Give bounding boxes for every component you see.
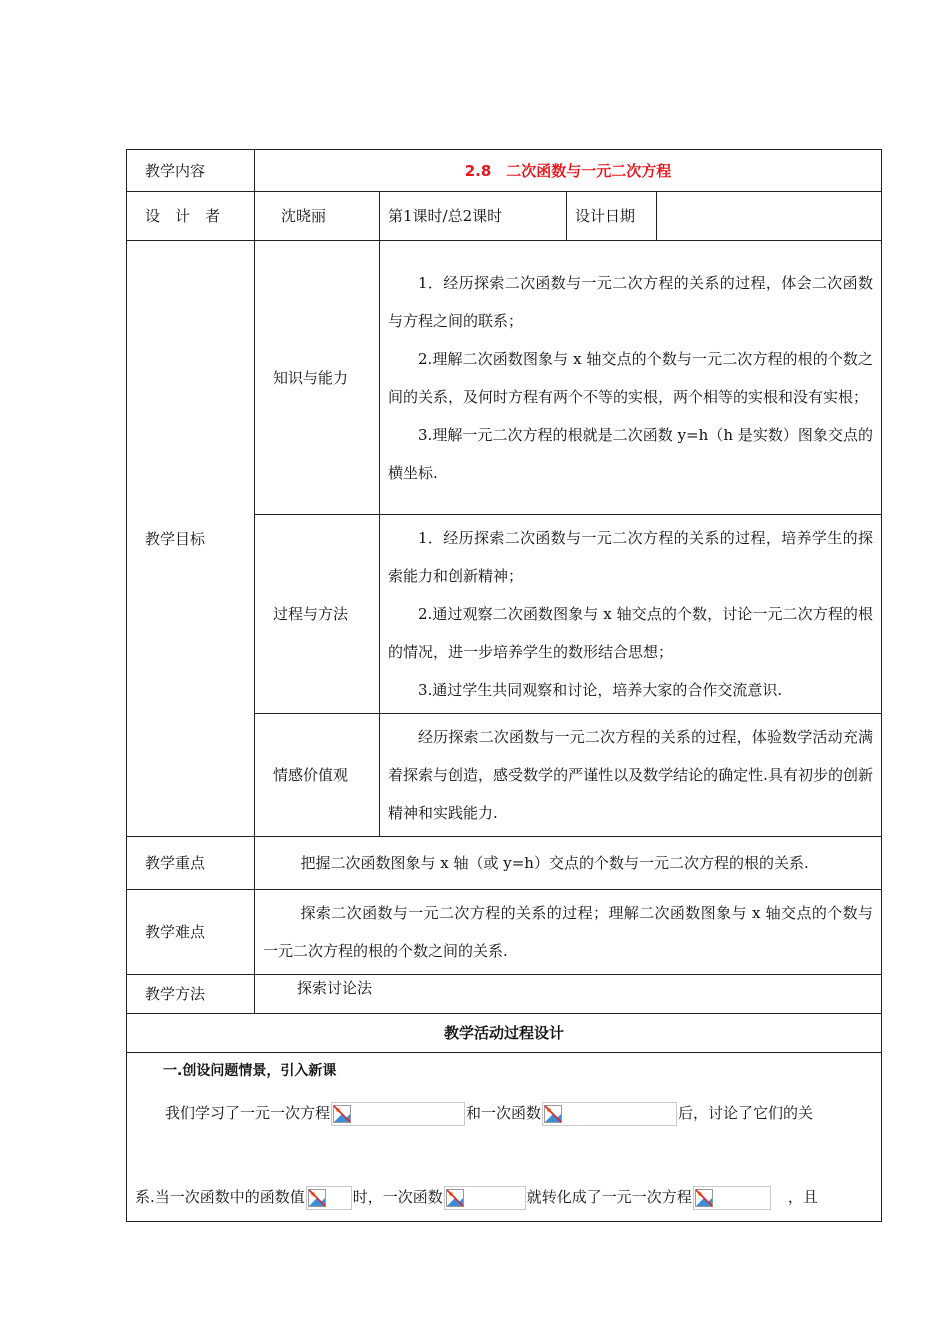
row-designer	[127, 192, 882, 241]
equation-image-placeholder	[331, 1102, 465, 1126]
content-label: 教学内容	[127, 150, 255, 192]
line1-text-a: 我们学习了一元一次方程	[165, 1104, 331, 1122]
row-activity-body	[127, 1053, 882, 1222]
process-label: 过程与方法	[255, 515, 380, 714]
row-content	[127, 150, 882, 192]
line1-text-b: 和一次函数	[466, 1104, 542, 1122]
activity-line-2	[135, 1173, 873, 1221]
linear-equation-image-placeholder	[693, 1186, 771, 1210]
value-image-placeholder	[306, 1186, 352, 1210]
broken-image-icon	[308, 1189, 326, 1207]
line2-text-c: 就转化成了一元一次方程	[526, 1188, 692, 1206]
broken-image-icon	[446, 1189, 464, 1207]
knowledge-label: 知识与能力	[255, 241, 380, 515]
knowledge-text	[380, 241, 882, 515]
design-date-label: 设计日期	[567, 192, 657, 241]
designer-label: 设 计 者	[127, 192, 255, 241]
emotion-paragraph: 经历探索二次函数与一元二次方程的关系的过程，体验数学活动充满着探索与创造，感受数学的严谨性以及数学结论的确定性.具有初步的创新精神和实践能力.	[388, 728, 874, 822]
key-point-label: 教学重点	[127, 837, 255, 890]
difficulty-paragraph: 探索二次函数与一元二次方程的关系的过程；理解二次函数图象与 x 轴交点的个数与一元二次方程的根的个数之间的关系.	[263, 904, 874, 960]
key-point-paragraph: 把握二次函数图象与 x 轴（或 y=h）交点的个数与一元二次方程的根的关系.	[300, 854, 809, 872]
line2-text-b: 时，一次函数	[352, 1188, 443, 1206]
emotion-label: 情感价值观	[255, 714, 380, 837]
lesson-period: 第1课时/总2课时	[380, 192, 567, 241]
process-item: 3.通过学生共同观察和讨论，培养大家的合作交流意识.	[418, 681, 783, 699]
activity-line-1	[135, 1089, 873, 1137]
process-text	[380, 515, 882, 714]
key-point-text	[255, 837, 882, 890]
method-text: 探索讨论法	[255, 975, 882, 1014]
difficulty-label: 教学难点	[127, 890, 255, 975]
lesson-plan-table	[126, 149, 882, 1222]
process-item: 1．经历探索二次函数与一元二次方程的关系的过程，培养学生的探索能力和创新精神；	[388, 529, 874, 585]
row-objective-knowledge	[127, 241, 882, 515]
row-key-point	[127, 837, 882, 890]
difficulty-text	[255, 890, 882, 975]
activity-header: 教学活动过程设计	[127, 1014, 882, 1053]
section-1-title: 一.创设问题情景，引入新课	[163, 1063, 337, 1079]
lesson-title: 2.8 二次函数与一元二次方程	[255, 150, 882, 192]
broken-image-icon	[695, 1189, 713, 1207]
process-item: 2.通过观察二次函数图象与 x 轴交点的个数，讨论一元二次方程的根的情况，进一步培养学生的数形结合思想；	[388, 605, 874, 661]
broken-image-icon	[544, 1105, 562, 1123]
line2-text-d: ，且	[787, 1188, 818, 1206]
row-method	[127, 975, 882, 1014]
line2-text-a: 系.当一次函数中的函数值	[135, 1188, 305, 1206]
line1-text-c: 后，讨论了它们的关	[678, 1104, 814, 1122]
function-image-placeholder	[542, 1102, 677, 1126]
activity-body	[127, 1053, 882, 1222]
row-activity-header	[127, 1014, 882, 1053]
row-difficulty	[127, 890, 882, 975]
knowledge-item: 3.理解一元二次方程的根就是二次函数 y=h（h 是实数）图象交点的横坐标.	[388, 425, 874, 482]
broken-image-icon	[333, 1105, 351, 1123]
knowledge-item: 1．经历探索二次函数与一元二次方程的关系的过程，体会二次函数与方程之间的联系；	[388, 273, 874, 330]
emotion-text	[380, 714, 882, 837]
method-label: 教学方法	[127, 975, 255, 1014]
knowledge-item: 2.理解二次函数图象与 x 轴交点的个数与一元二次方程的根的个数之间的关系，及何时方程有两个不等的实根，两个相等的实根和没有实根；	[388, 349, 874, 406]
design-date-value	[657, 192, 882, 241]
linear-function-image-placeholder	[444, 1186, 526, 1210]
designer-name: 沈晓丽	[255, 192, 380, 241]
objectives-label: 教学目标	[127, 241, 255, 837]
